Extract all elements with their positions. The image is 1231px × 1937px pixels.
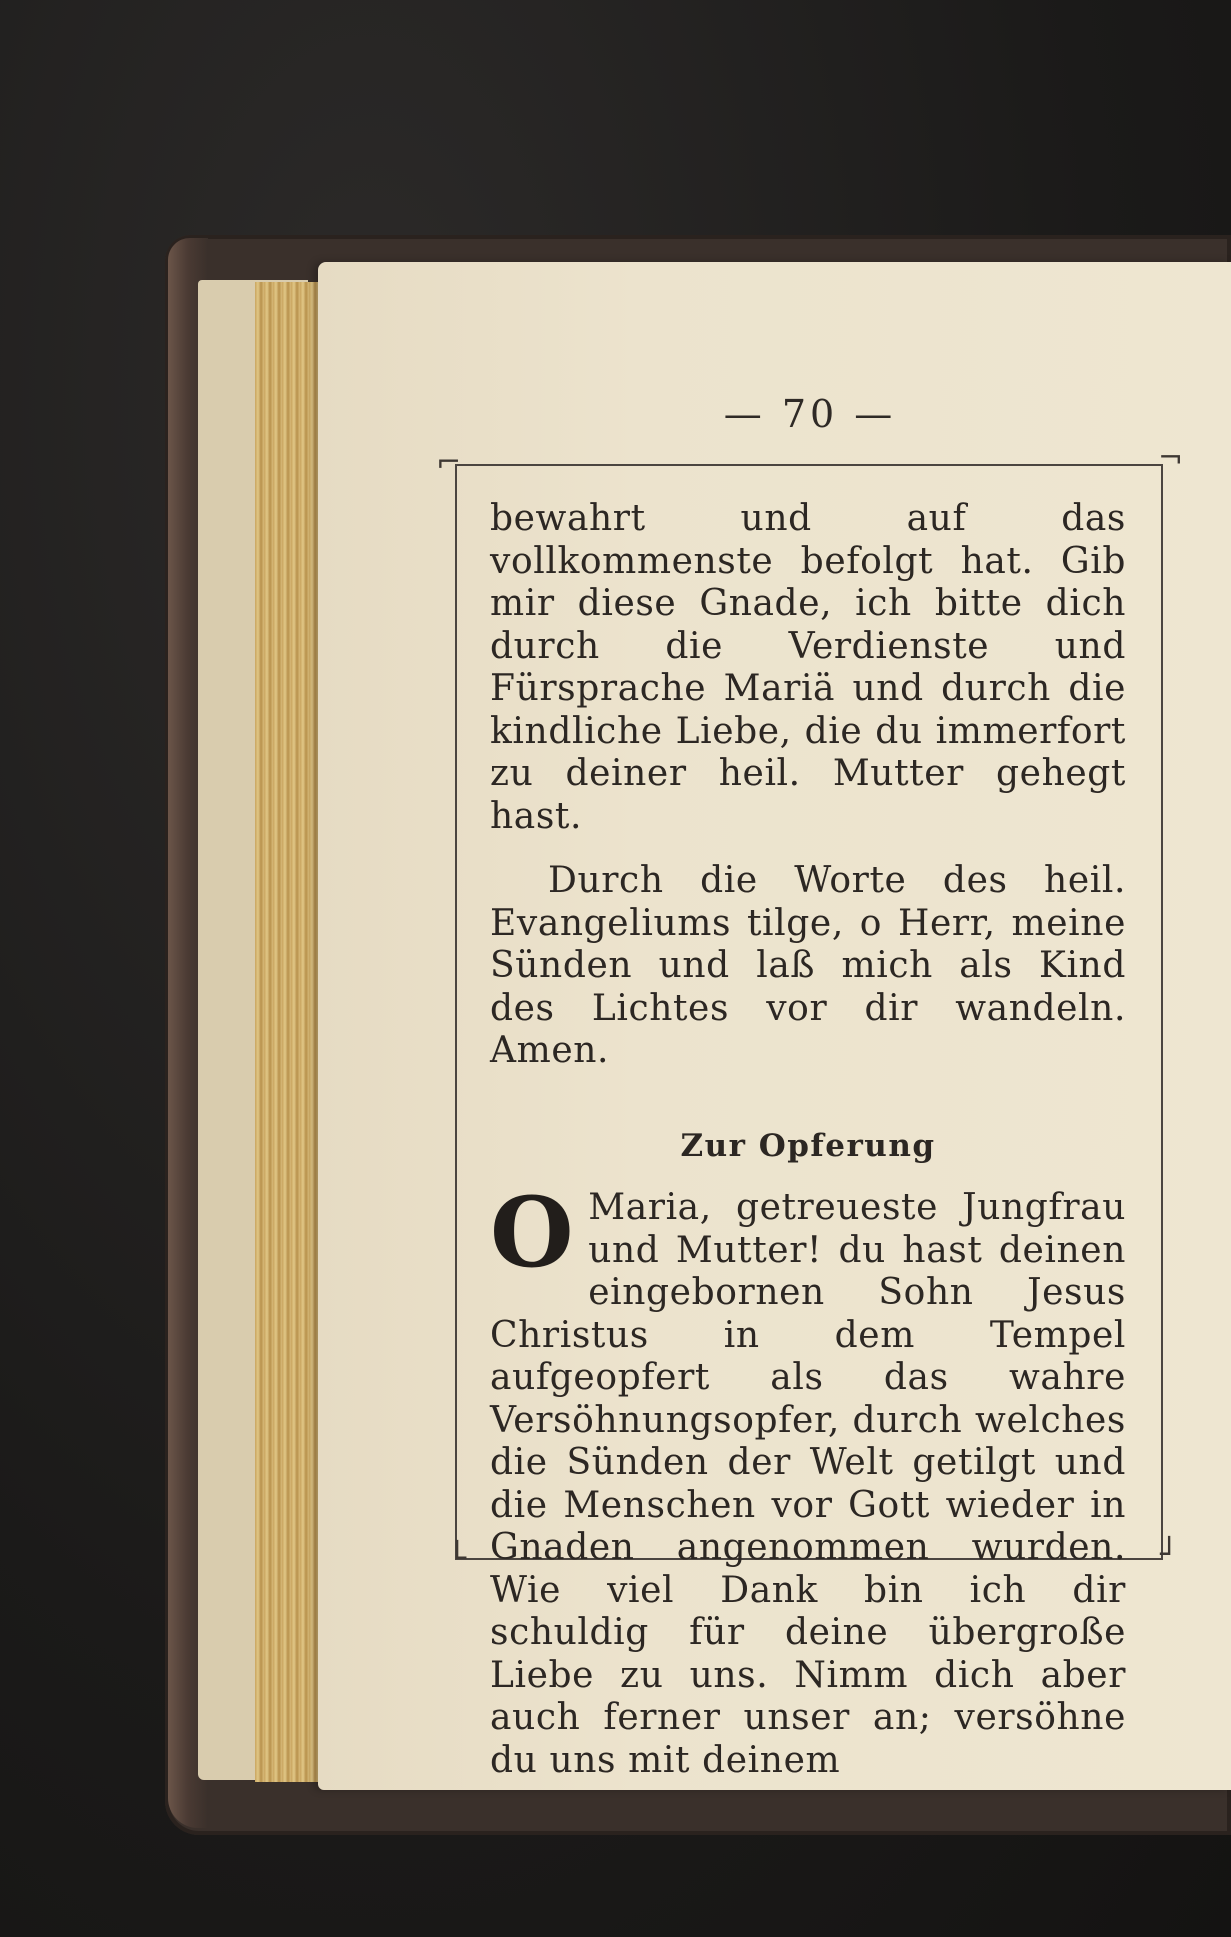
drop-cap-initial: O: [490, 1176, 575, 1289]
corner-ornament-bottom-right: ┘: [1160, 1537, 1179, 1572]
paragraph-continuation: bewahrt und auf das vollkommenste befolgt hat. Gib mir diese Gnade, ich bitte dich durch die Verdienste und Fürsprache Mariä und durch die kindliche Liebe, die du immerfort zu deiner heil. Mutter gehegt hast.: [490, 498, 1126, 837]
corner-ornament-top-right: ¬: [1158, 441, 1184, 476]
page-number: — 70 —: [723, 392, 897, 436]
paragraph-offering-text: Maria, getreueste Jungfrau und Mutter! du hast deinen eingebornen Sohn Jesus Christus in dem Tempel aufgeopfert als das wahre Versöhnungsopfer, durch welches die Sünden der Welt getilgt und die Menschen vor Gott wieder in Gnaden angenommen wurden. Wie viel Dank bin ich dir schuldig für deine übergroße Liebe zu uns. Nimm dich aber auch ferner unser an; versöhne du uns mit deinem: [490, 1187, 1126, 1781]
section-heading: Zur Opferung: [680, 1127, 936, 1164]
paragraph-offering: [490, 1176, 1126, 1782]
page-text: [490, 498, 1126, 1782]
paragraph-gospel: Durch die Worte des heil. Evangeliums tilge, o Herr, meine Sünden und laß mich als Kind des Lichtes vor dir wandeln. Amen.: [490, 860, 1126, 1071]
corner-ornament-top-left: ⌐: [436, 445, 462, 480]
corner-ornament-bottom-left: └: [448, 1541, 467, 1576]
